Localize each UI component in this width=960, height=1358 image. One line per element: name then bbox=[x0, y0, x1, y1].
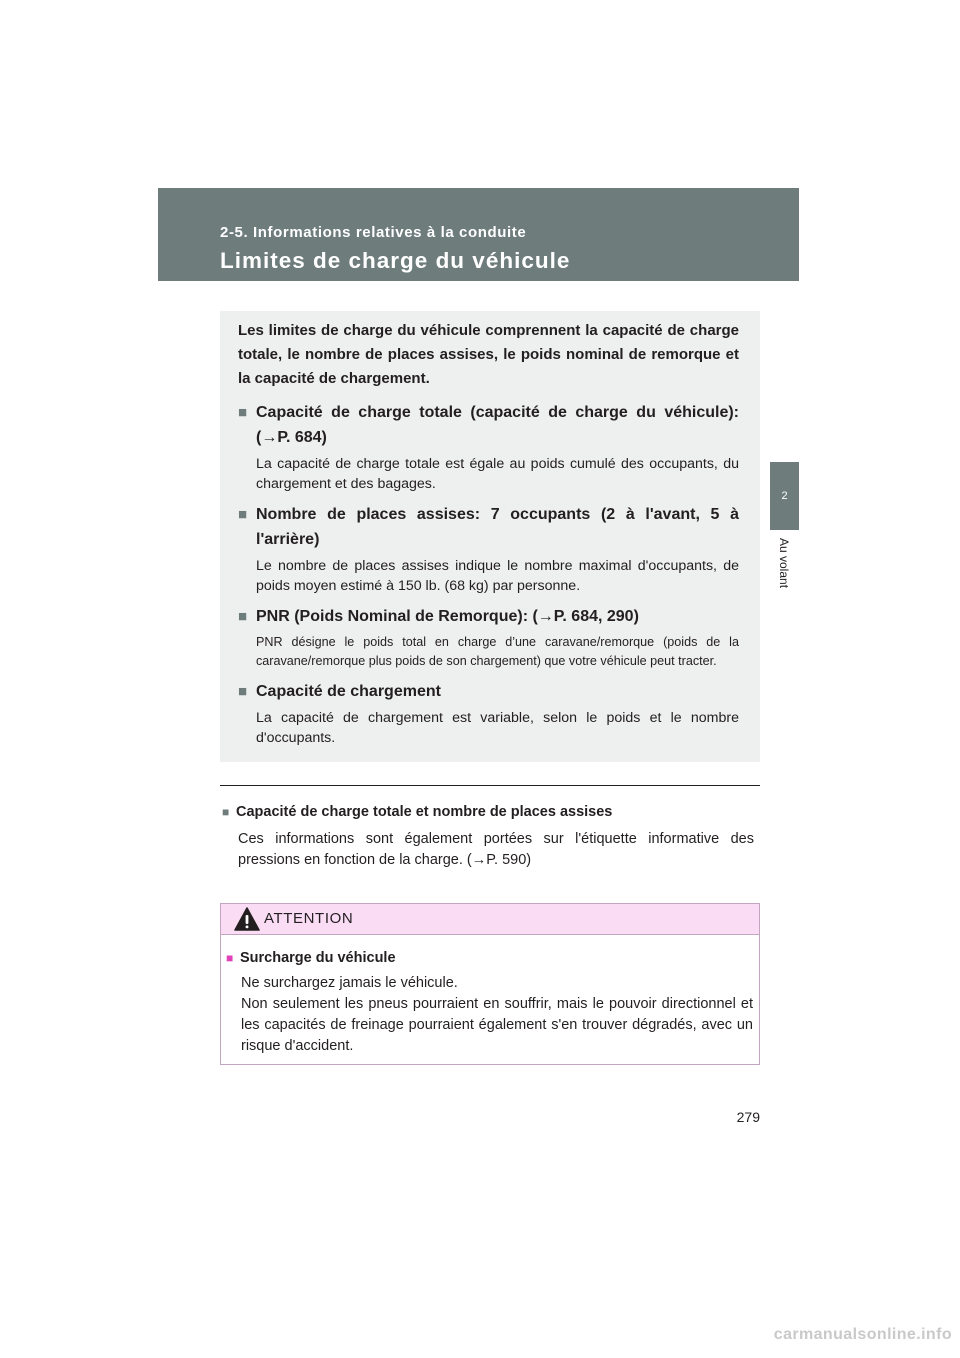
chapter-tab-label: Au volant bbox=[777, 538, 791, 589]
attention-title: ATTENTION bbox=[264, 910, 354, 927]
chapter-tab[interactable]: 2 bbox=[770, 462, 799, 530]
chapter-header bbox=[158, 188, 799, 281]
section-label: 2-5. Informations relatives à la conduite bbox=[220, 224, 527, 241]
divider bbox=[220, 785, 760, 786]
item-heading: Capacité de chargement bbox=[256, 683, 441, 700]
page-number: 279 bbox=[736, 1109, 760, 1125]
page-title: Limites de charge du véhicule bbox=[220, 248, 571, 273]
summary-item bbox=[238, 400, 739, 494]
attention-line: Ne surchargez jamais le véhicule. bbox=[241, 975, 458, 991]
note-text: Ces informations sont également portées sur l'étiquette informative des pressions en fonction de la charge. (→P. 590) bbox=[238, 831, 754, 868]
square-bullet-icon: ■ bbox=[238, 683, 248, 700]
square-bullet-icon: ■ bbox=[238, 506, 248, 523]
item-heading: Nombre de places assises: 7 occupants (2 à l'avant, 5 à l'arrière) bbox=[256, 506, 739, 548]
summary-intro: Les limites de charge du véhicule comprennent la capacité de charge totale, le nombre de places assises, le poids nominal de remorque et la capacité de chargement. bbox=[238, 322, 739, 387]
summary-item bbox=[238, 604, 739, 671]
watermark: carmanualsonline.info bbox=[773, 1326, 952, 1343]
item-heading: Capacité de charge totale (capacité de charge du véhicule): (→P. 684) bbox=[256, 404, 739, 446]
item-heading: PNR (Poids Nominal de Remorque): (→P. 684, 290) bbox=[256, 608, 639, 625]
item-description: PNR désigne le poids total en charge d’une caravane/remorque (poids de la caravane/remorque plus poids de son chargement) que votre véhicule peut tracter. bbox=[256, 635, 739, 668]
note-heading: Capacité de charge totale et nombre de places assises bbox=[236, 804, 613, 820]
square-bullet-icon: ■ bbox=[238, 608, 248, 625]
info-note bbox=[222, 802, 754, 871]
attention-header bbox=[221, 904, 759, 935]
item-description: Le nombre de places assises indique le nombre maximal d'occupants, de poids moyen estimé à 150 lb. (68 kg) par personne. bbox=[256, 558, 739, 594]
square-bullet-icon: ■ bbox=[238, 404, 248, 421]
warning-triangle-icon bbox=[234, 907, 260, 931]
attention-heading: Surcharge du véhicule bbox=[240, 950, 396, 966]
item-description: La capacité de chargement est variable, selon le poids et le nombre d'occupants. bbox=[256, 710, 739, 746]
square-bullet-icon: ■ bbox=[226, 951, 234, 965]
square-bullet-icon: ■ bbox=[222, 805, 230, 819]
summary-box bbox=[220, 311, 760, 762]
attention-box bbox=[220, 903, 760, 1065]
summary-item bbox=[238, 679, 739, 748]
summary-item bbox=[238, 502, 739, 596]
attention-line: Non seulement les pneus pourraient en souffrir, mais le pouvoir directionnel et les capacités de freinage pourraient également s'en trouver dégradés, avec un risque d'accident. bbox=[241, 996, 753, 1054]
item-description: La capacité de charge totale est égale au poids cumulé des occupants, du chargement et des bagages. bbox=[256, 456, 739, 492]
